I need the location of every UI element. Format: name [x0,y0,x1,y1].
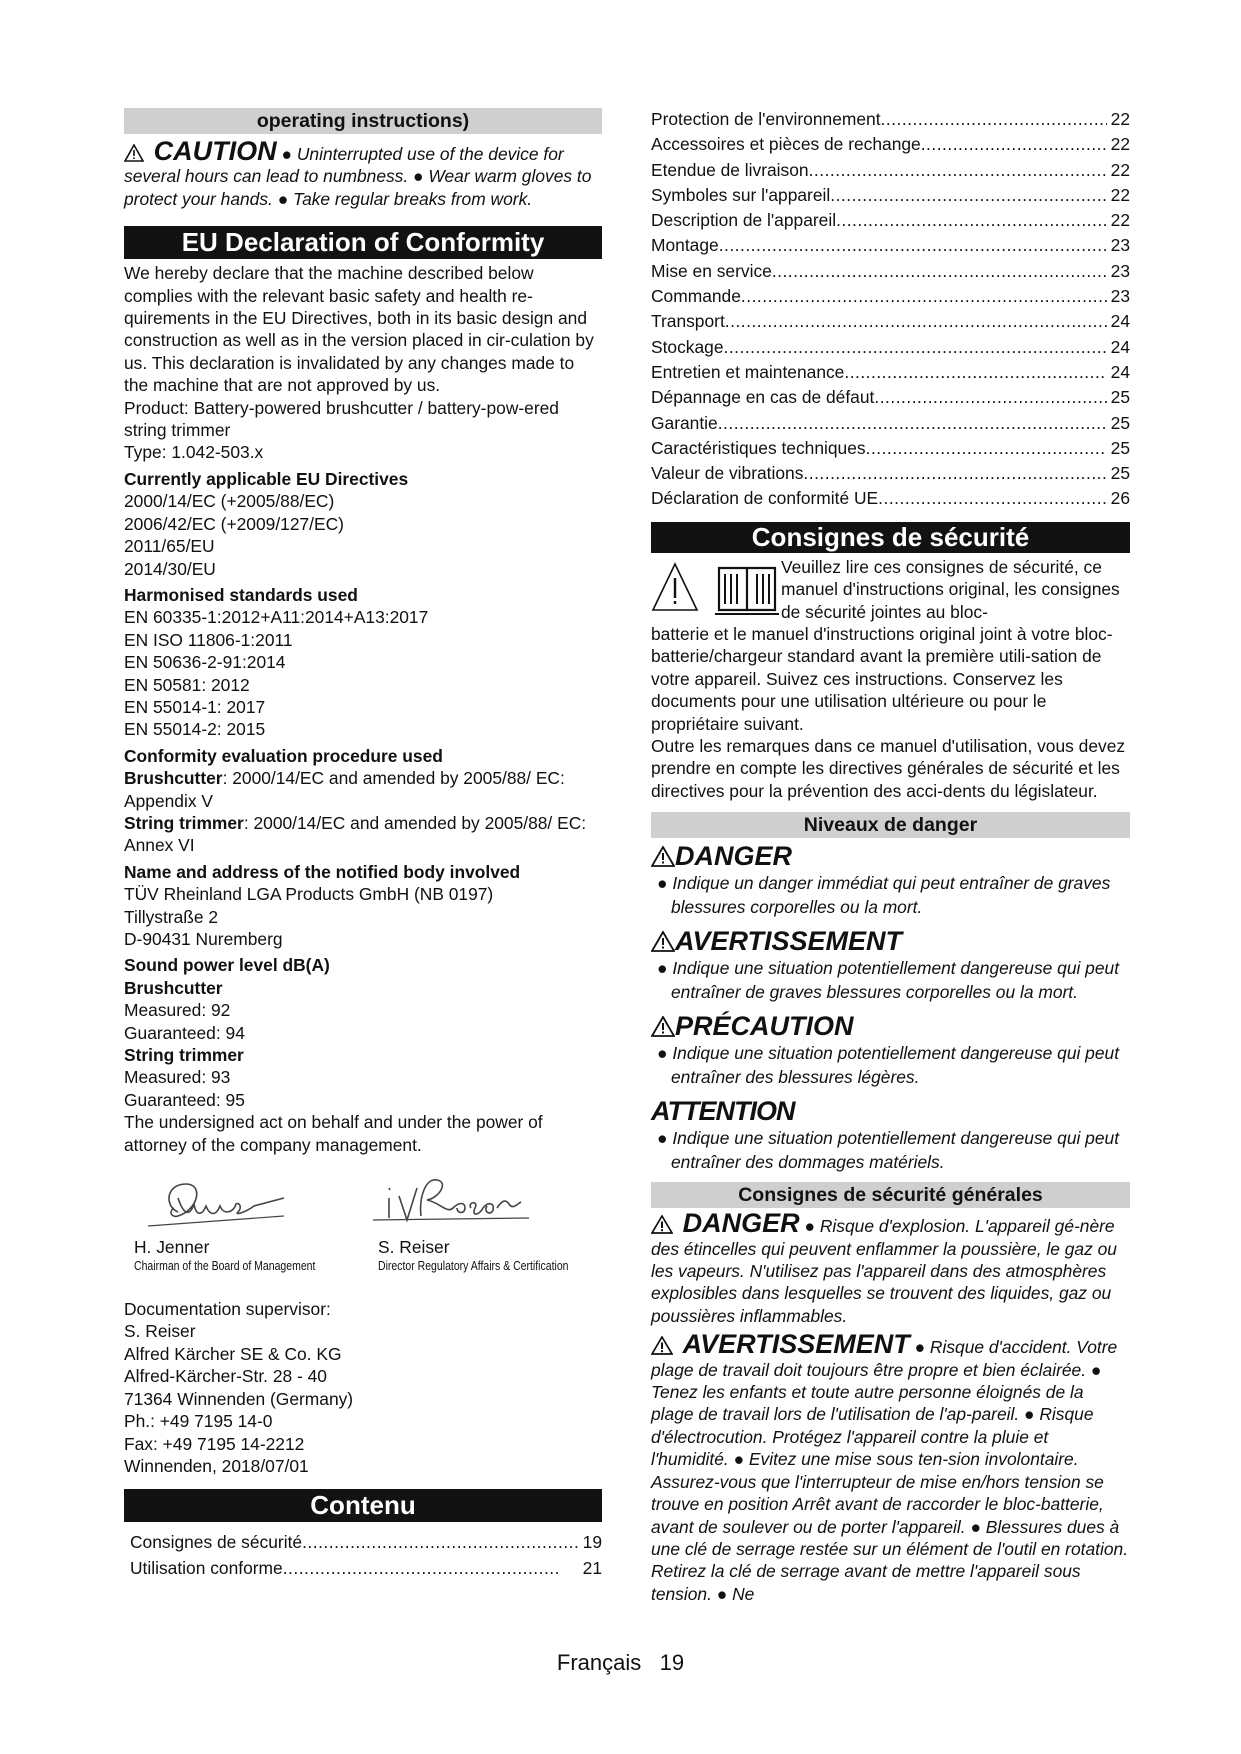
toc-label: Caractéristiques techniques [651,437,866,458]
toc-page: 22 [1110,210,1130,231]
general-avertissement-text: ● Risque d'accident. Votre plage de travail doit toujours être propre et bien éclairée. ● Tenez les enfants et toute autre personne éloignés de la plage de travail lors de l'utilisation de l'ap-pareil. ● Risque d'électrocution. Protégez l'appareil contre la pluie et l'humidité. ● Evitez une mise sous ten-sion involontaire. Assurez-vous que l'interrupteur de mise en/hors tension se trouve en position Arrêt avant de raccorder le bloc-batterie, avant de soulever ou de porter l'appareil. ● Blessures dues à une clé de serrage restée sur un élément de l'outil en rotation. Retirez la clé de serrage avant de mettre l'appareil sous tension. ● Ne [651,1337,1129,1604]
toc-label: Description de l'appareil [651,210,837,231]
toc-label: Montage [651,235,719,256]
notified-line: Tillystraße 2 [124,906,219,927]
general-avertissement-title: AVERTISSEMENT [682,1329,910,1360]
toc-entry[interactable] [130,1530,602,1555]
toc-entry[interactable] [651,132,1130,157]
caution-text: ● Uninterrupted use of the device for several hours can lead to numbness. ● Wear warm gloves to protect your hands. ● Take regular breaks from work. [124,144,592,209]
signature-jenner-caption [134,1236,355,1273]
toc-leader [830,183,1106,208]
level-avertissement-title [651,925,1130,957]
standard-item: EN 50636-2-91:2014 [124,652,286,673]
toc-page: 25 [1110,437,1130,458]
doc-line: 71364 Winnenden (Germany) [124,1388,354,1409]
toc-label: Dépannage en cas de défaut [651,387,875,408]
general-danger-text: ● Risque d'explosion. L'appareil gé-nère des étincelles qui peuvent enflammer la poussière, le gaz ou les vapeurs. N'utilisez pas l'appareil dans des atmosphères explosibles dans lesquelles se trouvent des liquides, gaz ou poussières inflammables. [651,1216,1117,1326]
toc-label: Consignes de sécurité [130,1532,303,1553]
doc-line: Documentation supervisor: [124,1299,331,1320]
signature-role: Chairman of the Board of Management [134,1258,316,1274]
general-danger-title: DANGER [682,1208,800,1239]
toc-entry[interactable] [651,183,1130,208]
eu-intro: We hereby declare that the machine described below complies with the relevant basic safety and health re-quirements in the EU Directives, both in its basic design and construction as well as in the version placed in cir-culation by us. This declaration is invalidated by any changes made to the machine that are not approved by us. [124,263,594,396]
toc-leader [878,486,1107,511]
toc-page: 22 [1110,184,1130,205]
toc-leader [809,158,1107,183]
signatures-block [124,1164,602,1294]
toc-leader [719,233,1107,258]
operating-instructions-header: operating instructions) [124,108,602,134]
toc-leader [302,1530,579,1555]
toc-entry[interactable] [651,461,1130,486]
warning-triangle-icon [651,1215,673,1234]
warning-triangle-icon [651,1016,675,1037]
toc-leader [283,1556,559,1581]
notified-line: D-90431 Nuremberg [124,929,283,949]
warning-triangle-icon [651,931,675,952]
notified-line: TÜV Rheinland LGA Products GmbH (NB 0197) [124,884,494,905]
toc-page: 22 [1110,109,1130,129]
toc-label: Mise en service [651,260,772,281]
toc-entry[interactable] [130,1556,602,1581]
toc-entry[interactable] [651,486,1130,511]
directive-item: 2011/65/EU [124,536,215,557]
manual-book-icon [651,558,781,620]
doc-line: Winnenden, 2018/07/01 [124,1455,309,1476]
toc-label: Déclaration de conformité UE [651,488,879,509]
general-avertissement-block [651,1329,1130,1605]
signature-reiser [369,1168,539,1228]
toc-page: 22 [1110,134,1130,155]
directive-item: 2006/42/EC (+2009/127/EC) [124,513,344,534]
toc-entry[interactable] [651,385,1130,410]
sound-trimmer-label: String trimmer [124,1045,244,1066]
toc-entry[interactable] [651,309,1130,334]
danger-levels [651,840,1130,1174]
directive-item: 2014/30/EU [124,558,216,579]
level-precaution-title [651,1010,1130,1042]
level-attention-title: ATTENTION [651,1096,795,1127]
toc-entry[interactable] [651,233,1130,258]
consignes-outre: Outre les remarques dans ce manuel d'utilisation, vous devez prendre en compte les directives générales de sécurité et les directives pour la prévention des acci-dents du législateur. [651,736,1126,801]
consignes-intro-indented: Veuillez lire ces consignes de sécurité, ce manuel d'instructions original, les consignes de sécurité jointes au bloc- [781,556,1120,622]
toc-page: 24 [1110,311,1130,332]
toc-page: 23 [1110,286,1130,307]
toc-leader [866,436,1107,461]
toc-label: Accessoires et pièces de rechange [651,134,921,155]
read-manual-icons [651,558,781,625]
niveaux-header: Niveaux de danger [651,812,1130,838]
toc-page: 26 [1110,488,1130,509]
toc-entry[interactable] [651,107,1130,132]
signature-role: Director Regulatory Affairs & Certification [378,1258,569,1274]
toc-label: Commande [651,286,741,307]
consignes-intro-rest: batterie et le manuel d'instructions original joint à votre bloc-batterie/chargeur standard avant la première utili-sation de votre appareil. Suivez ces instructions. Conservez les documents pour une utilisation ultérieure ou pour le propriétaire suivant. [651,623,1113,734]
toc-label: Protection de l'environnement [651,109,881,129]
toc-page: 22 [1110,159,1130,180]
signature-name: H. Jenner [134,1237,210,1258]
trimmer-text: : 2000/14/EC and amended by 2005/88/ EC: Annex VI [124,812,587,856]
toc-page: 25 [1110,387,1130,408]
brushcutter-text: : 2000/14/EC and amended by 2005/88/ EC: Appendix V [124,768,565,811]
doc-line: Alfred Kärcher SE & Co. KG [124,1343,342,1364]
toc-page: 23 [1110,235,1130,256]
toc-label: Utilisation conforme [130,1557,283,1578]
toc-page: 25 [1110,463,1130,484]
toc-label: Garantie [651,412,718,433]
footer-page-number: 19 [659,1650,685,1675]
toc-label: Entretien et maintenance [651,361,845,382]
procedure-trimmer [124,812,602,857]
consignes-intro [651,556,1130,802]
consignes-header: Consignes de sécurité [651,522,1130,553]
toc-page: 21 [582,1557,602,1578]
toc-left [124,1530,602,1581]
toc-leader [724,335,1107,360]
generales-header: Consignes de sécurité générales [651,1182,1130,1208]
sound-trimmer-guaranteed: Guaranteed: 95 [124,1089,245,1110]
toc-label: Etendue de livraison [651,159,809,180]
level-precaution-text: ● Indique une situation potentiellement dangereuse qui peut entraîner des blessures légères. [657,1043,1120,1087]
toc-page: 19 [582,1532,602,1553]
toc-label: Valeur de vibrations [651,463,804,484]
toc-page: 23 [1110,260,1130,281]
warning-triangle-icon [124,144,144,162]
standard-item: EN 60335-1:2012+A11:2014+A13:2017 [124,607,429,628]
toc-page: 24 [1110,361,1130,382]
standards-title: Harmonised standards used [124,584,358,605]
toc-leader [772,259,1107,284]
toc-leader [718,411,1107,436]
footer-language: Français [556,1650,642,1675]
standard-item: EN 50581: 2012 [124,674,250,695]
directive-item: 2000/14/EC (+2005/88/EC) [124,491,335,512]
level-title-text: PRÉCAUTION [675,1011,854,1042]
doc-line: Fax: +49 7195 14-2212 [124,1433,305,1454]
toc-leader [803,461,1106,486]
trimmer-label: String trimmer [124,812,244,833]
warning-triangle-icon [651,846,675,867]
level-danger-text: ● Indique un danger immédiat qui peut entraîner de graves blessures corporelles ou la mort. [657,873,1111,917]
level-attention-text: ● Indique une situation potentiellement dangereuse qui peut entraîner des dommages matériels. [657,1128,1120,1172]
standard-item: EN ISO 11806-1:2011 [124,629,293,650]
toc-entry[interactable] [651,259,1130,284]
toc-entry[interactable] [651,436,1130,461]
toc-leader [725,309,1107,334]
toc-leader [741,284,1107,309]
caution-title: CAUTION [153,136,277,166]
signature-jenner [134,1176,314,1236]
toc-label: Symboles sur l'appareil [651,184,831,205]
left-column [124,108,602,1581]
toc-page: 25 [1110,412,1130,433]
page-footer [0,1650,1241,1676]
undersigned-text: The undersigned act on behalf and under the power of attorney of the company management. [124,1112,543,1155]
notified-title: Name and address of the notified body involved [124,861,521,882]
type-line: Type: 1.042-503.x [124,442,264,463]
level-title-text: DANGER [675,841,793,872]
procedure-brushcutter [124,767,602,812]
warning-triangle-icon [651,1336,673,1355]
standard-item: EN 55014-2: 2015 [124,719,266,740]
toc-entry[interactable] [651,158,1130,183]
caution-block [124,136,602,210]
level-title-text: AVERTISSEMENT [675,926,903,957]
doc-supervisor-block [124,1298,602,1477]
toc-leader [921,132,1107,157]
toc-entry[interactable] [651,411,1130,436]
sound-trimmer-measured: Measured: 93 [124,1067,231,1088]
sound-brush-label: Brushcutter [124,977,223,998]
general-danger-block [651,1208,1130,1327]
sound-title: Sound power level dB(A) [124,955,330,976]
procedure-title: Conformity evaluation procedure used [124,745,443,766]
toc-leader [836,208,1107,233]
toc-entry[interactable] [651,335,1130,360]
toc-leader [874,385,1106,410]
toc-leader [844,360,1106,385]
signature-reiser-caption [378,1236,610,1273]
toc-right [651,107,1130,512]
toc-entry[interactable] [651,360,1130,385]
contenu-header: Contenu [124,1489,602,1522]
toc-entry[interactable] [651,284,1130,309]
right-column [651,107,1130,1605]
sound-brush-guaranteed: Guaranteed: 94 [124,1022,245,1043]
product-line: Product: Battery-powered brushcutter / battery-pow-ered string trimmer [124,397,559,441]
toc-entry[interactable] [651,208,1130,233]
eu-declaration-header: EU Declaration of Conformity [124,226,602,259]
toc-page: 24 [1110,336,1130,357]
toc-label: Transport [651,311,725,332]
toc-label: Stockage [651,336,724,357]
standard-item: EN 55014-1: 2017 [124,696,266,717]
doc-line: Alfred-Kärcher-Str. 28 - 40 [124,1366,327,1387]
brushcutter-label: Brushcutter [124,768,223,789]
signature-name: S. Reiser [378,1237,450,1258]
doc-line: S. Reiser [124,1321,196,1342]
sound-brush-measured: Measured: 92 [124,1000,231,1021]
toc-leader [881,107,1107,132]
directives-title: Currently applicable EU Directives [124,468,409,489]
level-avertissement-text: ● Indique une situation potentiellement dangereuse qui peut entraîner de graves blessures corporelles ou la mort. [657,958,1120,1002]
level-danger-title [651,840,1130,872]
doc-line: Ph.: +49 7195 14-0 [124,1411,273,1432]
